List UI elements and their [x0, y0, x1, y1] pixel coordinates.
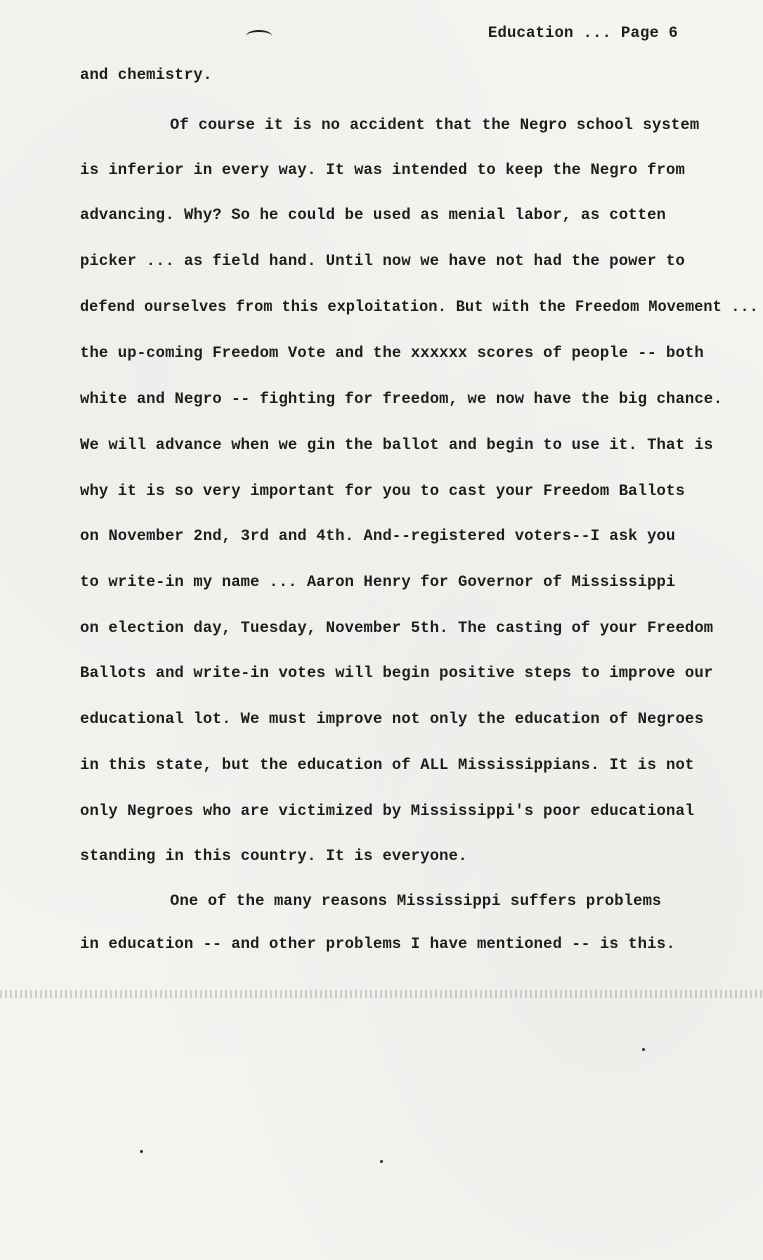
- text-line: in education -- and other problems I have mentioned -- is this.: [80, 935, 676, 953]
- text-line: educational lot. We must improve not only the education of Negroes: [80, 710, 704, 728]
- text-line: picker ... as field hand. Until now we have not had the power to: [80, 252, 685, 270]
- text-line: standing in this country. It is everyone.: [80, 847, 468, 865]
- ink-speck: [140, 1150, 143, 1153]
- ink-speck: [380, 1160, 383, 1163]
- text-line: on November 2nd, 3rd and 4th. And--registered voters--I ask you: [80, 527, 676, 545]
- text-line: on election day, Tuesday, November 5th. The casting of your Freedom: [80, 619, 714, 637]
- text-line: defend ourselves from this exploitation. But with the Freedom Movement ...: [80, 298, 759, 316]
- text-line: is inferior in every way. It was intended to keep the Negro from: [80, 161, 685, 179]
- page-header: Education ... Page 6: [488, 24, 679, 42]
- text-line: to write-in my name ... Aaron Henry for Governor of Mississippi: [80, 573, 676, 591]
- text-line: Ballots and write-in votes will begin positive steps to improve our: [80, 664, 714, 682]
- text-line: the up-coming Freedom Vote and the xxxxxx scores of people -- both: [80, 344, 704, 362]
- text-line: white and Negro -- fighting for freedom, we now have the big chance.: [80, 390, 723, 408]
- text-line: why it is so very important for you to cast your Freedom Ballots: [80, 482, 685, 500]
- page-edge-shadow: [0, 990, 763, 998]
- text-line: and chemistry.: [80, 66, 213, 84]
- text-line: One of the many reasons Mississippi suffers problems: [170, 892, 662, 910]
- text-line: Of course it is no accident that the Negro school system: [170, 116, 700, 134]
- text-line: only Negroes who are victimized by Mississippi's poor educational: [80, 802, 695, 820]
- text-line: We will advance when we gin the ballot and begin to use it. That is: [80, 436, 714, 454]
- text-line: advancing. Why? So he could be used as menial labor, as cotten: [80, 206, 666, 224]
- ink-mark: [246, 30, 272, 42]
- text-line: in this state, but the education of ALL Mississippians. It is not: [80, 756, 695, 774]
- ink-speck: [642, 1048, 645, 1051]
